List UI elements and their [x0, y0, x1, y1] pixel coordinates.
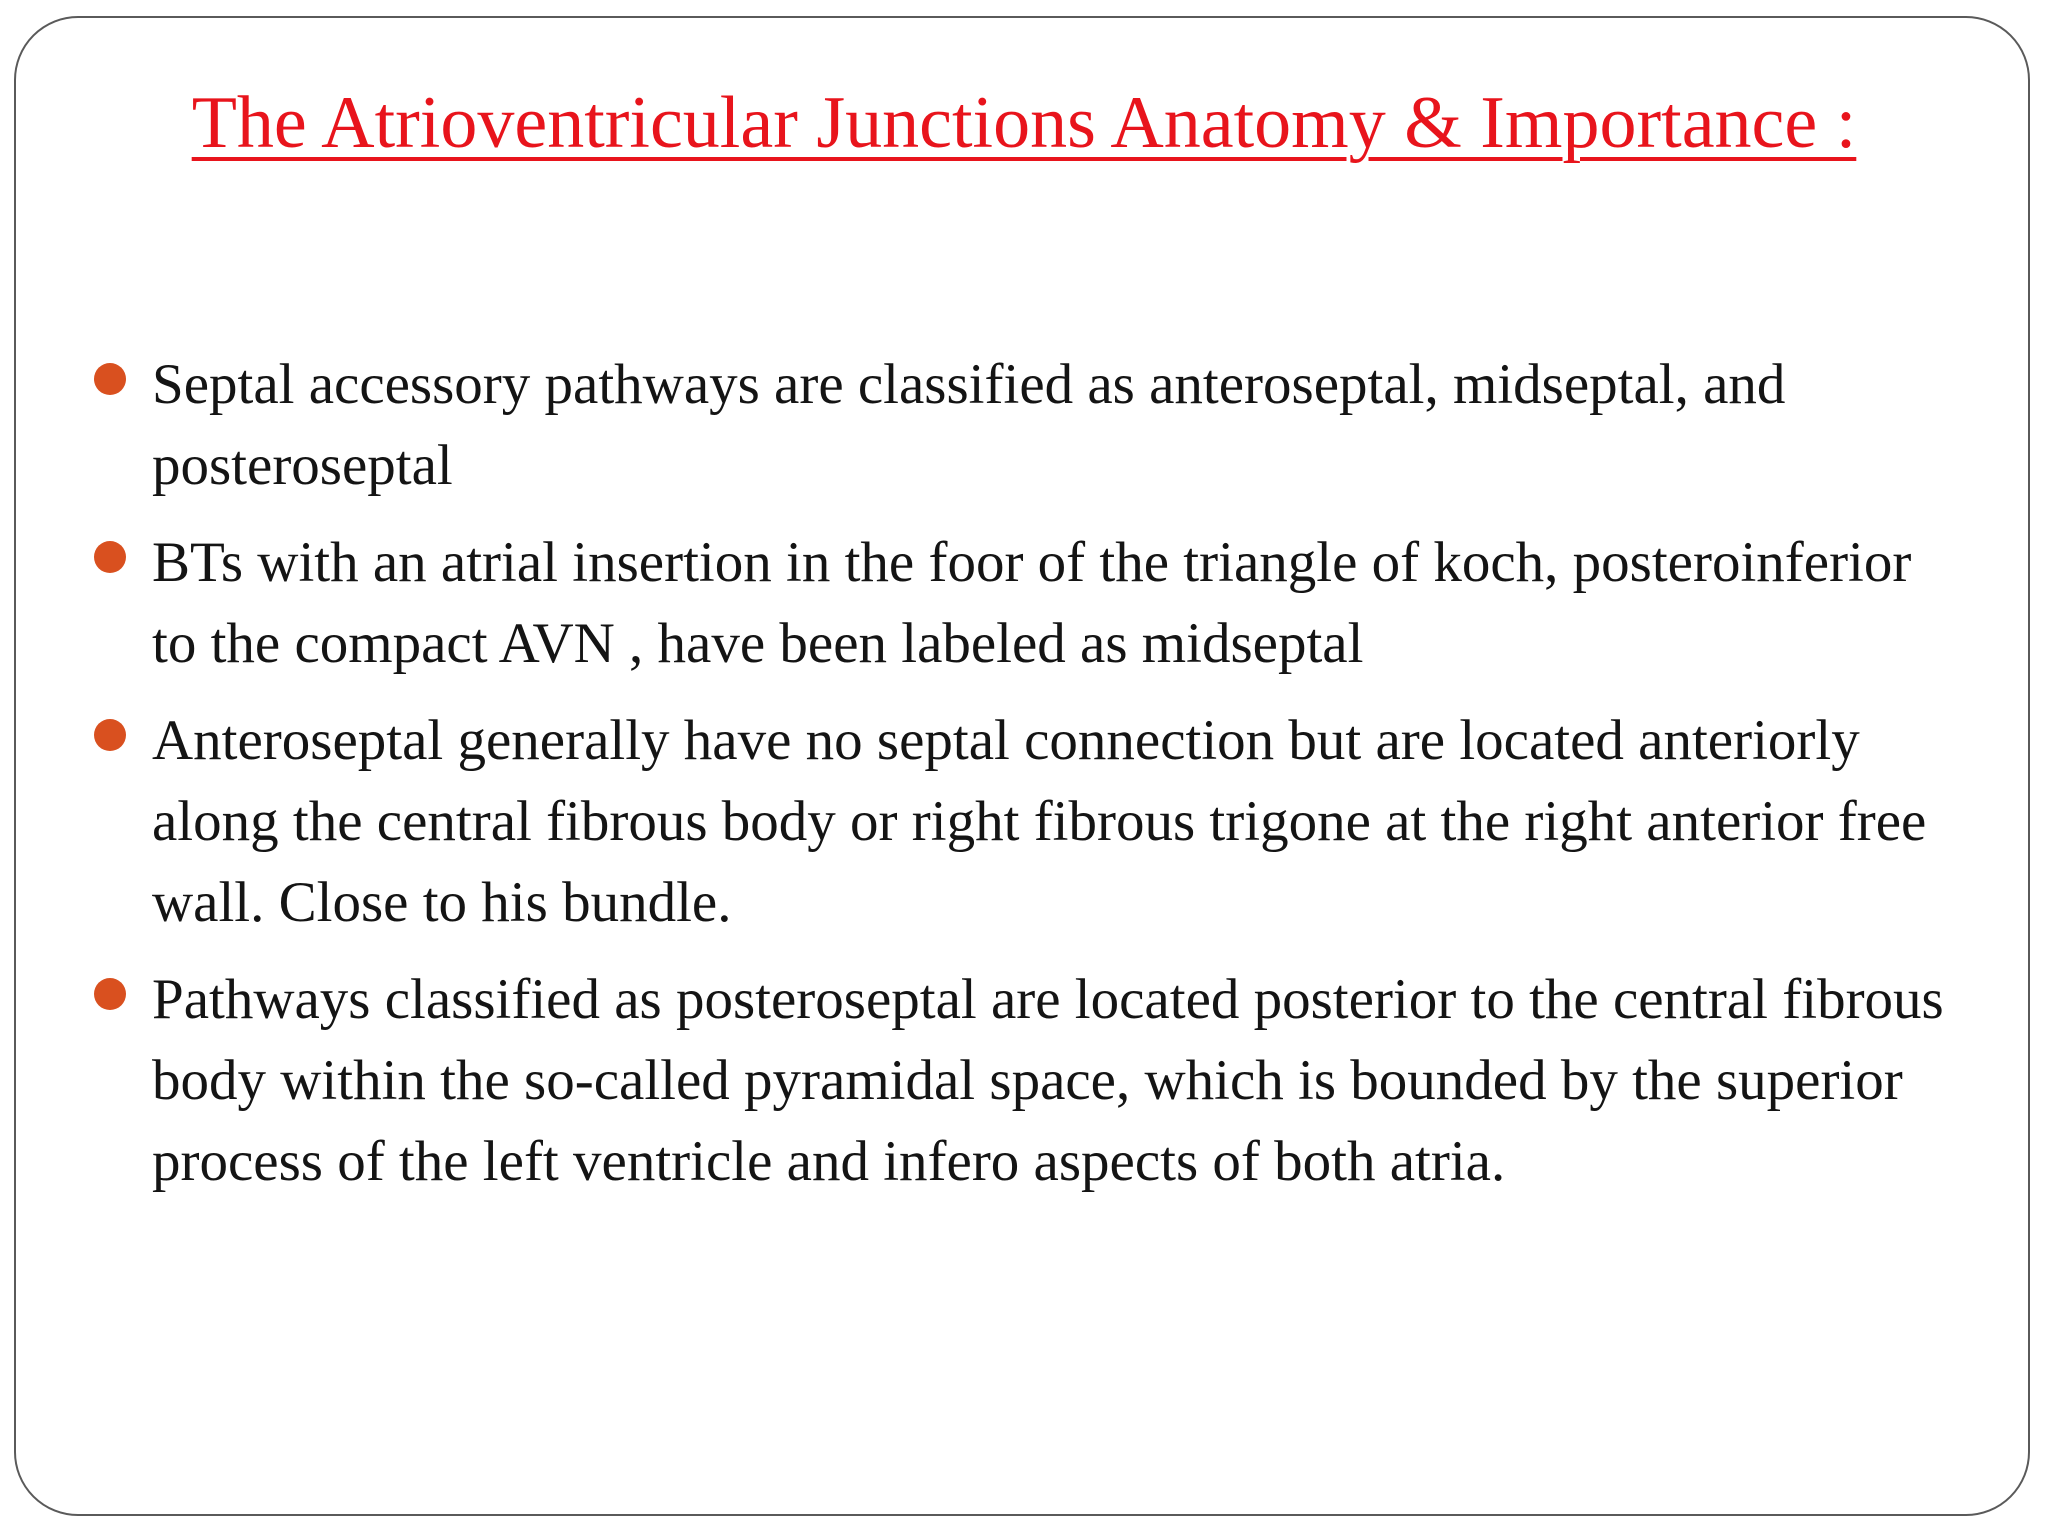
bullet-item [94, 959, 1954, 1202]
bullet-dot-icon [94, 541, 126, 573]
bullet-text: Anteroseptal generally have no septal connection but are located anteriorly along the central fibrous body or right fibrous trigone at the right anterior free wall. Close to his bundle. [152, 709, 1927, 934]
bullet-text: Septal accessory pathways are classified as anteroseptal, midseptal, and posteroseptal [152, 353, 1786, 497]
bullet-dot-icon [94, 719, 126, 751]
bullet-item [94, 344, 1954, 506]
bullet-text: BTs with an atrial insertion in the foor of the triangle of koch, posteroinferior to the compact AVN , have been labeled as midseptal [152, 531, 1912, 675]
bullet-item [94, 700, 1954, 943]
bullet-dot-icon [94, 978, 126, 1010]
bullet-list [94, 344, 1954, 1218]
slide-title: The Atrioventricular Junctions Anatomy & Importance : [191, 82, 1857, 164]
bullet-text: Pathways classified as posteroseptal are located posterior to the central fibrous body within the so-called pyramidal space, which is bounded by the superior process of the left ventricle and infero aspects of both atria. [152, 968, 1944, 1193]
bullet-item [94, 522, 1954, 684]
bullet-dot-icon [94, 363, 126, 395]
